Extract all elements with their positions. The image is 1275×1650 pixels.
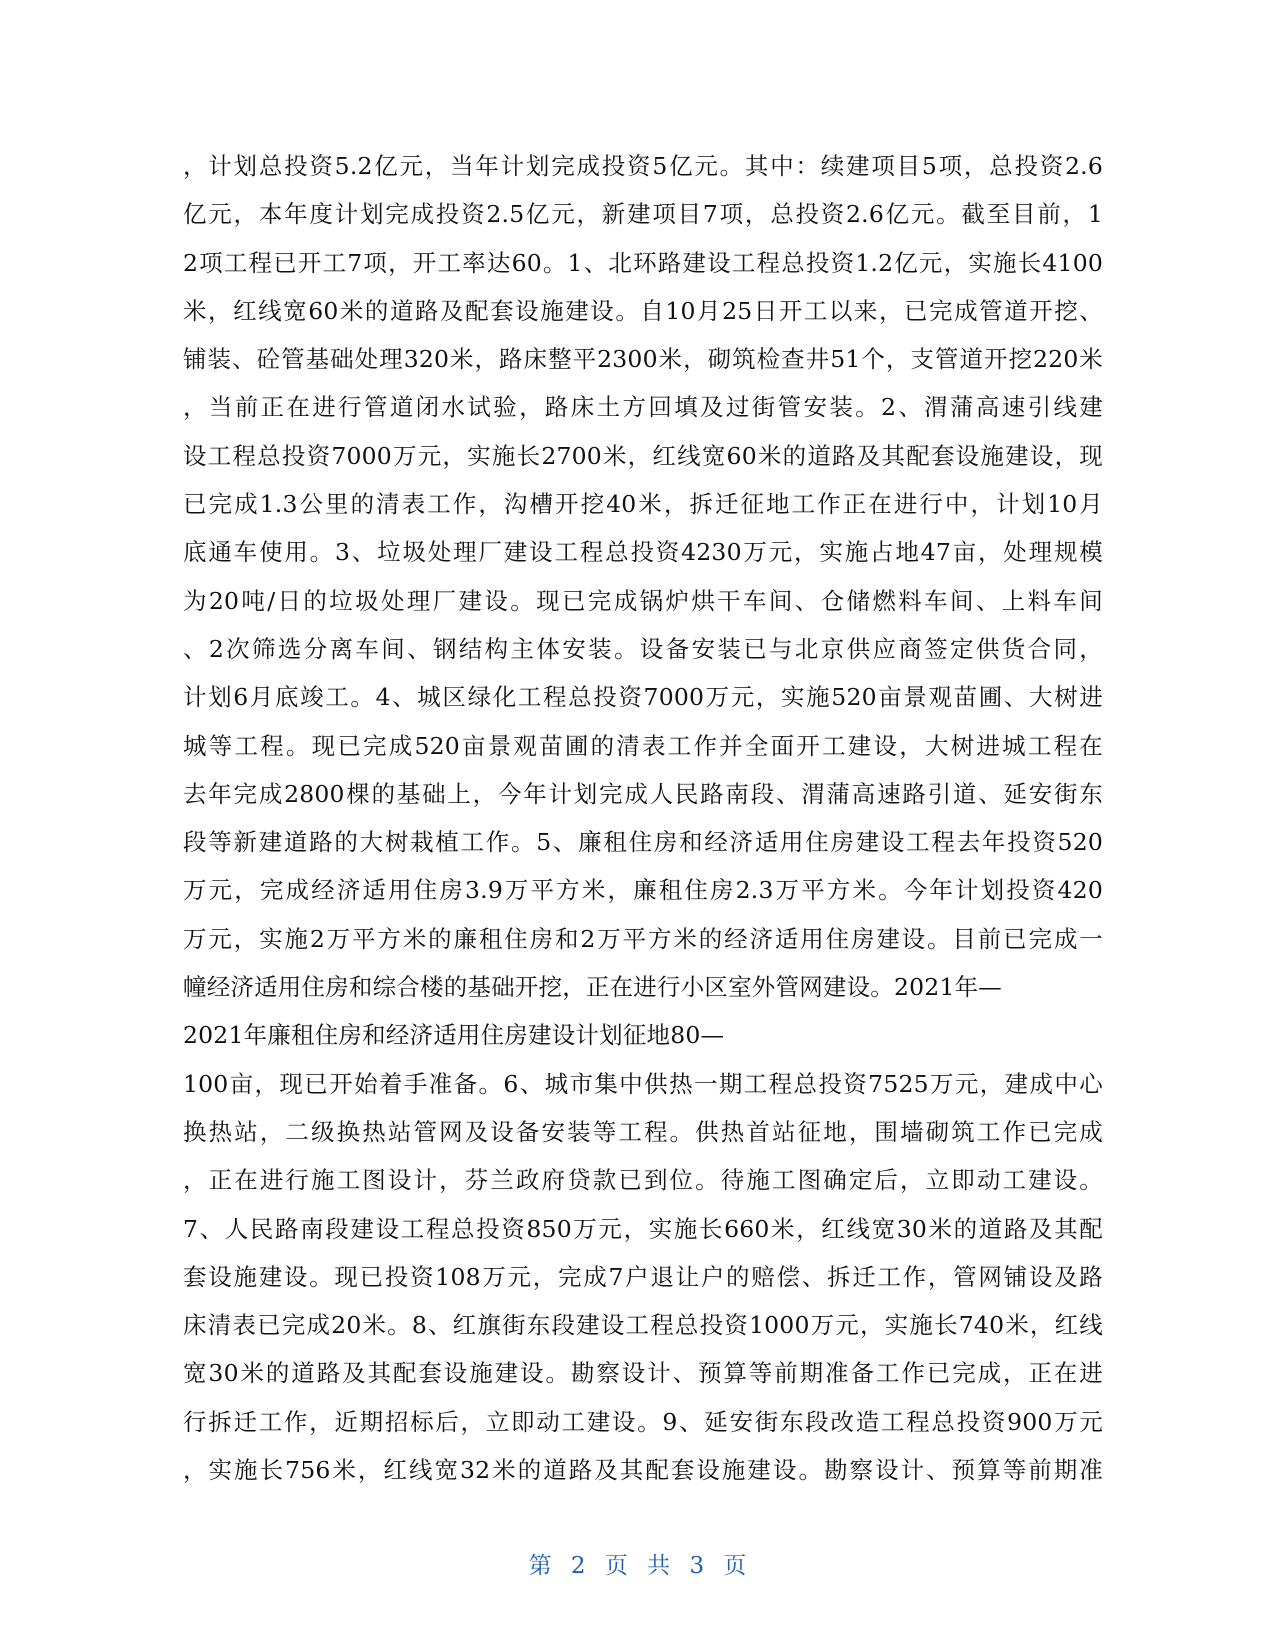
text-line: 设工程总投资7000万元，实施长2700米，红线宽60米的道路及其配套设施建设，现 [183,441,1103,470]
text-line: ，实施长756米，红线宽32米的道路及其配套设施建设。勘察设计、预算等前期准 [183,1456,1103,1485]
text-line: 2021年廉租住房和经济适用住房建设计划征地80— [183,1021,725,1050]
body-text [183,142,1103,1494]
total-page-number: 3 [689,1553,705,1579]
text-line: 段等新建道路的大树栽植工作。5、廉租住房和经济适用住房建设工程去年投资520 [183,828,1103,857]
text-line: 套设施建设。现已投资108万元，完成7户退让户的赔偿、拆迁工作，管网铺设及路 [183,1262,1103,1291]
text-line: ，正在进行施工图设计，芬兰政府贷款已到位。待施工图确定后，立即动工建设。 [183,1166,1103,1195]
footer-total-label: 共 [647,1553,671,1579]
text-line: 、2次筛选分离车间、钢结构主体安装。设备安装已与北京供应商签定供货合同， [183,634,1103,663]
text-line: 亿元，本年度计划完成投资2.5亿元，新建项目7项，总投资2.6亿元。截至目前，1 [183,200,1103,229]
text-line: 铺装、砼管基础处理320米，路床整平2300米，砌筑检查井51个，支管道开挖220米 [183,345,1103,374]
text-line: 城等工程。现已完成520亩景观苗圃的清表工作并全面开工建设，大树进城工程在 [183,731,1103,760]
footer-prefix: 第 [528,1553,552,1579]
text-line: 底通车使用。3、垃圾处理厂建设工程总投资4230万元，实施占地47亩，处理规模 [183,538,1103,567]
footer-suffix: 页 [723,1553,747,1579]
page-footer [0,1547,1275,1580]
text-line: 幢经济适用住房和综合楼的基础开挖，正在进行小区室外管网建设。2021年— [183,973,1003,1002]
text-line: 7、人民路南段建设工程总投资850万元，实施长660米，红线宽30米的道路及其配 [183,1214,1103,1243]
text-line: 米，红线宽60米的道路及配套设施建设。自10月25日开工以来，已完成管道开挖、 [183,296,1103,325]
text-line: 行拆迁工作，近期招标后，立即动工建设。9、延安街东段改造工程总投资900万元 [183,1407,1103,1436]
text-line: 为20吨/日的垃圾处理厂建设。现已完成锅炉烘干车间、仓储燃料车间、上料车间 [183,586,1103,615]
text-line: 床清表已完成20米。8、红旗街东段建设工程总投资1000万元，实施长740米，红线 [183,1311,1103,1340]
text-line: 万元，完成经济适用住房3.9万平方米，廉租住房2.3万平方米。今年计划投资420 [183,876,1103,905]
text-line: 100亩，现已开始着手准备。6、城市集中供热一期工程总投资7525万元，建成中心 [183,1069,1103,1098]
current-page-number: 2 [570,1553,586,1579]
text-line: 宽30米的道路及其配套设施建设。勘察设计、预算等前期准备工作已完成，正在进 [183,1359,1103,1388]
text-line: 换热站，二级换热站管网及设备安装等工程。供热首站征地，围墙砌筑工作已完成 [183,1117,1103,1146]
text-line: 已完成1.3公里的清表工作，沟槽开挖40米，拆迁征地工作正在进行中，计划10月 [183,490,1103,519]
text-line: 万元，实施2万平方米的廉租住房和2万平方米的经济适用住房建设。目前已完成一 [183,924,1103,953]
text-line: 计划6月底竣工。4、城区绿化工程总投资7000万元，实施520亩景观苗圃、大树进 [183,683,1103,712]
text-line: ，计划总投资5.2亿元，当年计划完成投资5亿元。其中：续建项目5项，总投资2.6 [183,152,1103,180]
text-line: 2项工程已开工7项，开工率达60。1、北环路建设工程总投资1.2亿元，实施长4100 [183,248,1103,277]
text-line: ，当前正在进行管道闭水试验，路床土方回填及过街管安装。2、渭蒲高速引线建 [183,393,1103,422]
text-line: 去年完成2800棵的基础上，今年计划完成人民路南段、渭蒲高速路引道、延安街东 [183,779,1103,808]
footer-page-label: 页 [604,1553,628,1579]
